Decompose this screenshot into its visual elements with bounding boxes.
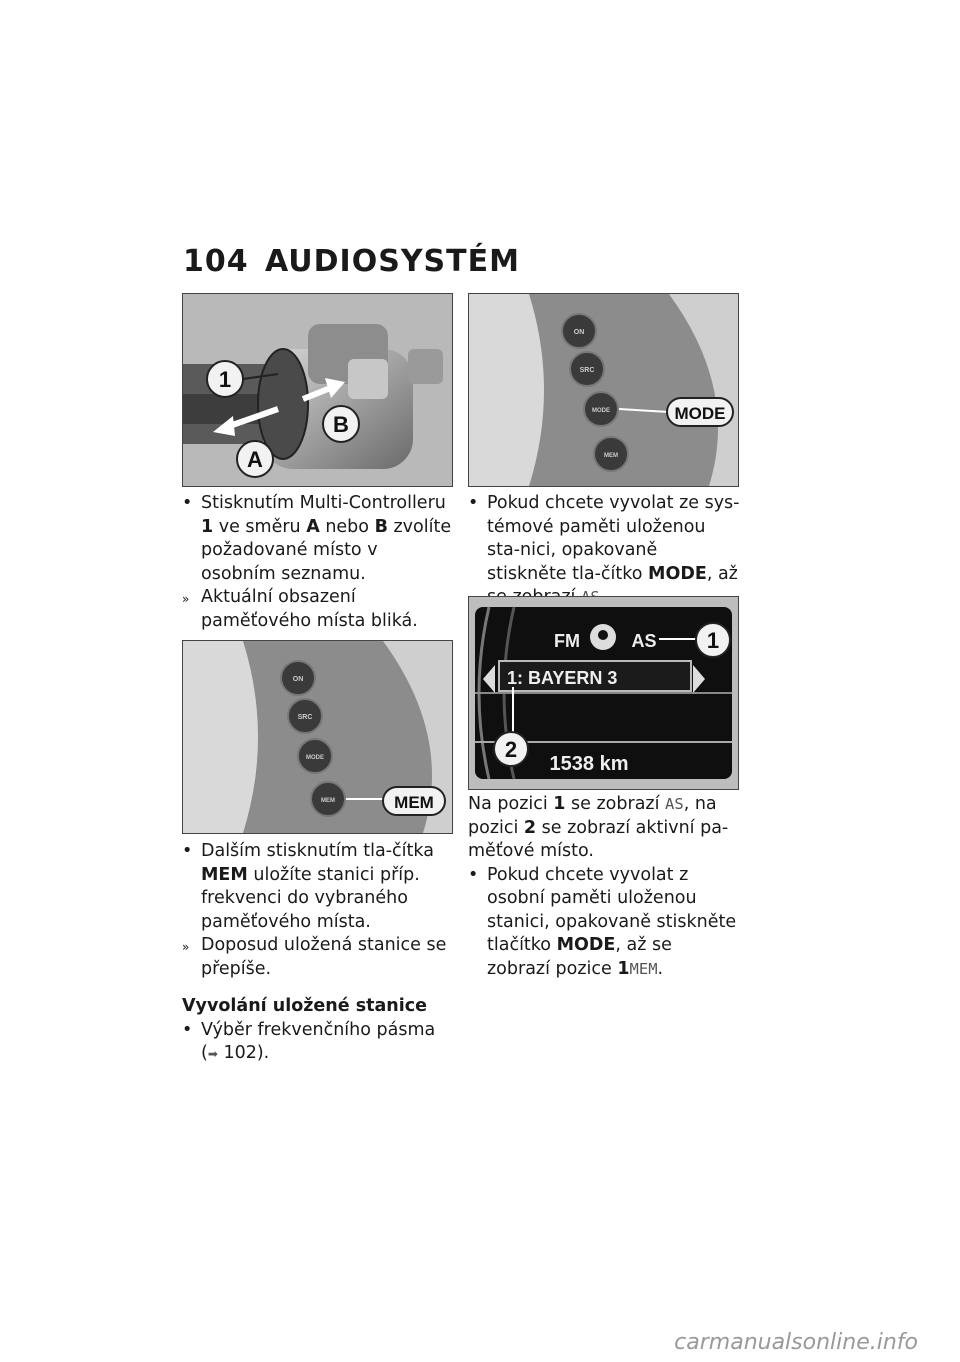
button-mem: MEM <box>604 453 618 459</box>
figure-display <box>468 596 739 790</box>
step-recall-personal: • Pokud chcete vyvolat z osobní paměti uloženou stanici, opakovaně stiskněte tlačítko MODE, až se zobrazí pozice 1MEM. <box>468 864 737 979</box>
multi-controller-illustration <box>183 294 452 486</box>
reference-arrow-icon: ➡ <box>207 1047 218 1061</box>
position-description: Na pozici 1 se zobrazí AS, na pozici 2 se zobrazí aktivní pa-měťové místo. <box>468 794 729 861</box>
left-column-2 <box>182 840 454 1067</box>
button-on: ON <box>292 676 304 683</box>
right-column-2 <box>468 793 740 981</box>
result-blinks: » Aktuální obsazení paměťového místa bliká. <box>182 587 418 631</box>
bullet: • <box>182 493 193 513</box>
left-column <box>182 492 454 633</box>
button-on: ON <box>573 329 585 336</box>
step-select-band: • Výběr frekvenčního pásma (➡ 102). <box>182 1019 436 1063</box>
band-fm: FM <box>554 631 580 651</box>
button-src: SRC <box>579 367 595 374</box>
page-header <box>183 244 520 279</box>
button-mode: MODE <box>592 408 610 414</box>
figure-mem-button <box>182 640 453 834</box>
result-marker: » <box>182 940 190 954</box>
page-reference[interactable]: 102). <box>217 1043 270 1063</box>
right-column <box>468 492 740 610</box>
page-number: 104 <box>183 244 249 279</box>
label-2: 2 <box>504 737 518 762</box>
result-overwrite: » Doposud uložená stanice se přepíše. <box>182 935 447 979</box>
display-illustration <box>469 597 738 789</box>
label-1: 1 <box>706 628 720 653</box>
station-name: 1: BAYERN 3 <box>507 668 618 688</box>
result-marker: » <box>182 592 190 606</box>
step-select-place: • Stisknutím Multi-Controlleru 1 ve směru A nebo B zvolíte požadované místo v osobním seznamu. <box>182 493 452 584</box>
figure-mode-button <box>468 293 739 487</box>
figure-multi-controller <box>182 293 453 487</box>
page-title: AUDIOSYSTÉM <box>265 244 520 279</box>
label-b: B <box>333 412 349 437</box>
button-src: SRC <box>297 714 313 721</box>
button-panel-illustration-mode <box>469 294 738 486</box>
bullet: • <box>468 864 479 885</box>
label-1: 1 <box>218 367 232 392</box>
watermark: carmanualsonline.info <box>674 1330 918 1355</box>
section-heading: Vyvolání uložené stanice <box>182 996 427 1016</box>
label-a: A <box>247 447 263 472</box>
callout-mem: MEM <box>394 793 434 812</box>
bullet: • <box>182 841 193 861</box>
step-recall-system: • Pokud chcete vyvolat ze sys-témové paměti uloženou sta-nici, opakovaně stiskněte tla-čítko MODE, až <box>468 493 740 584</box>
button-mem: MEM <box>321 798 335 804</box>
distance-readout: 1538 km <box>549 753 629 775</box>
step-store-station: • Dalším stisknutím tla-čítka MEM uložíte stanici příp. frekvenci do vybraného paměťového místa. <box>182 841 434 932</box>
button-mode: MODE <box>306 755 324 761</box>
bullet: • <box>468 493 479 513</box>
bullet: • <box>182 1019 193 1040</box>
callout-mode: MODE <box>674 404 726 423</box>
as-indicator: AS <box>631 631 657 651</box>
button-panel-illustration-mem <box>183 641 452 833</box>
